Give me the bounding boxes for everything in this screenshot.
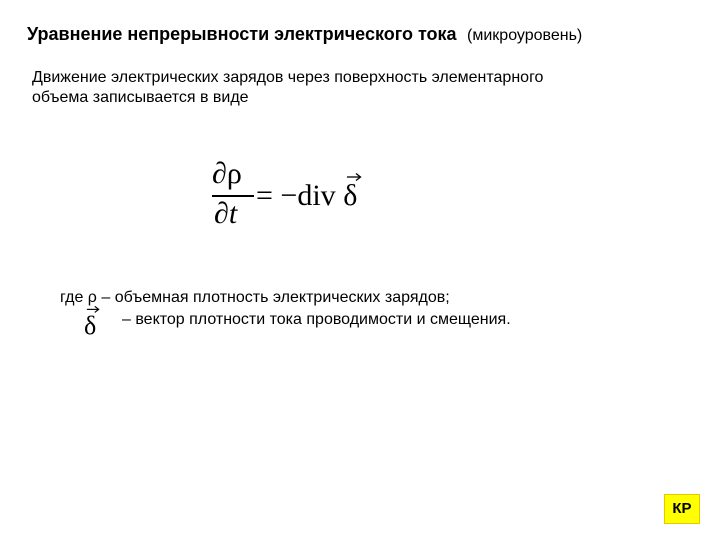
denominator-partial: ∂ [214, 197, 229, 230]
denominator-variable: t [228, 197, 238, 230]
equation-denominator [214, 198, 237, 230]
intro-line-2: объема записывается в виде [32, 89, 249, 106]
definition-delta-text: – вектор плотности тока проводимости и смещения. [122, 311, 511, 328]
equation-vector-delta [343, 180, 357, 212]
vector-arrow-icon [346, 171, 362, 181]
vector-arrow-icon [86, 304, 100, 313]
definition-vector-delta [84, 312, 96, 340]
intro-text [32, 68, 543, 108]
equation-right-side [256, 180, 357, 212]
slide-title-qualifier: (микроуровень) [467, 27, 583, 44]
kr-button[interactable]: КР [664, 494, 700, 524]
continuity-equation [210, 158, 390, 238]
intro-line-1: Движение электрических зарядов через поверхность элементарного [32, 69, 544, 86]
slide-title: Уравнение непрерывности электрического тока [27, 24, 457, 44]
equation-vector-symbol: δ [343, 179, 358, 212]
definition-rho [60, 287, 450, 309]
definition-delta-symbol [84, 312, 96, 340]
equation-numerator: ∂ρ [212, 157, 242, 190]
definition-rho-text: где ρ – объемная плотность электрических зарядов; [60, 289, 450, 306]
definition-delta-glyph: δ [84, 311, 97, 340]
equation-fraction [210, 158, 256, 236]
equation-rhs-prefix: = −div [256, 179, 344, 212]
slide-title-block [27, 24, 582, 45]
